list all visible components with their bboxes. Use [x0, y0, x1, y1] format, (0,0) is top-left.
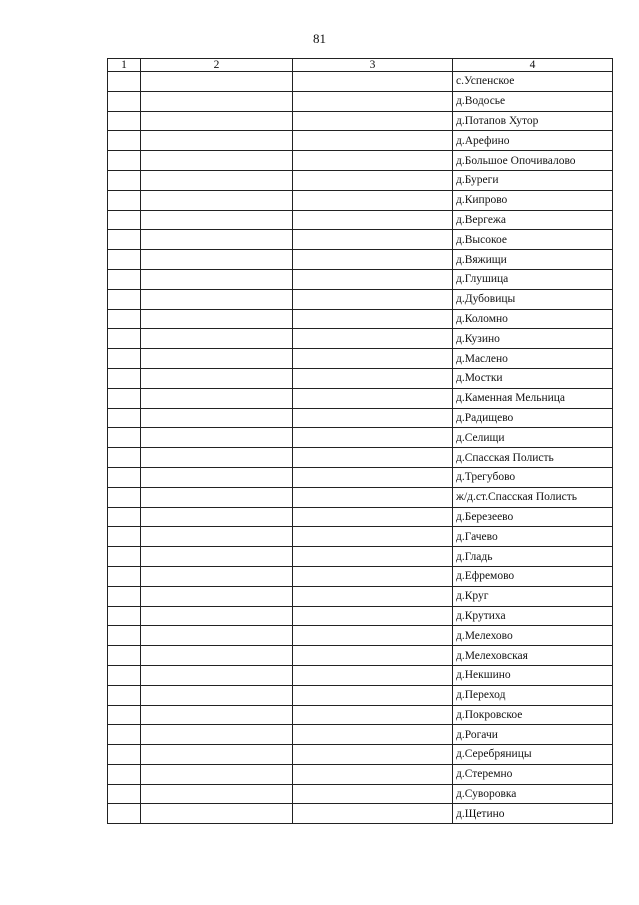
cell-c2 — [141, 745, 293, 765]
cell-c4: д.Гладь — [453, 547, 613, 567]
cell-c1 — [108, 745, 141, 765]
cell-c4: д.Рогачи — [453, 725, 613, 745]
cell-c2 — [141, 566, 293, 586]
cell-c2 — [141, 91, 293, 111]
cell-c2 — [141, 586, 293, 606]
cell-c1 — [108, 665, 141, 685]
cell-c3 — [293, 784, 453, 804]
cell-c1 — [108, 606, 141, 626]
cell-c4: д.Гачево — [453, 527, 613, 547]
cell-c2 — [141, 210, 293, 230]
cell-c3 — [293, 230, 453, 250]
cell-c1 — [108, 804, 141, 824]
cell-c4: д.Круг — [453, 586, 613, 606]
cell-c2 — [141, 725, 293, 745]
cell-c1 — [108, 210, 141, 230]
cell-c1 — [108, 250, 141, 270]
cell-c3 — [293, 685, 453, 705]
cell-c3 — [293, 507, 453, 527]
cell-c1 — [108, 289, 141, 309]
cell-c4: д.Мелеховская — [453, 646, 613, 666]
cell-c1 — [108, 626, 141, 646]
table-row — [108, 349, 613, 369]
cell-c3 — [293, 329, 453, 349]
cell-c4: д.Водосье — [453, 91, 613, 111]
table-row — [108, 586, 613, 606]
table-row — [108, 784, 613, 804]
cell-c3 — [293, 91, 453, 111]
table-row — [108, 210, 613, 230]
cell-c2 — [141, 329, 293, 349]
cell-c1 — [108, 764, 141, 784]
cell-c3 — [293, 626, 453, 646]
cell-c3 — [293, 309, 453, 329]
cell-c4: д.Арефино — [453, 131, 613, 151]
cell-c3 — [293, 764, 453, 784]
cell-c3 — [293, 190, 453, 210]
cell-c2 — [141, 269, 293, 289]
cell-c3 — [293, 269, 453, 289]
cell-c1 — [108, 151, 141, 171]
cell-c3 — [293, 725, 453, 745]
cell-c2 — [141, 764, 293, 784]
cell-c1 — [108, 586, 141, 606]
cell-c2 — [141, 151, 293, 171]
cell-c2 — [141, 190, 293, 210]
cell-c1 — [108, 368, 141, 388]
cell-c3 — [293, 428, 453, 448]
cell-c2 — [141, 111, 293, 131]
column-header-2: 2 — [141, 59, 293, 72]
cell-c4: д.Вергежа — [453, 210, 613, 230]
table-row — [108, 428, 613, 448]
table-row — [108, 547, 613, 567]
cell-c4: д.Мелехово — [453, 626, 613, 646]
cell-c3 — [293, 388, 453, 408]
cell-c3 — [293, 72, 453, 92]
cell-c1 — [108, 428, 141, 448]
cell-c4: д.Березеево — [453, 507, 613, 527]
cell-c1 — [108, 349, 141, 369]
cell-c1 — [108, 448, 141, 468]
table-row — [108, 269, 613, 289]
cell-c2 — [141, 784, 293, 804]
cell-c4: д.Дубовицы — [453, 289, 613, 309]
cell-c4: д.Суворовка — [453, 784, 613, 804]
cell-c4: д.Большое Опочивалово — [453, 151, 613, 171]
cell-c3 — [293, 250, 453, 270]
cell-c3 — [293, 111, 453, 131]
cell-c4: д.Крутиха — [453, 606, 613, 626]
cell-c1 — [108, 170, 141, 190]
cell-c1 — [108, 388, 141, 408]
cell-c4: д.Щетино — [453, 804, 613, 824]
cell-c4: д.Коломно — [453, 309, 613, 329]
cell-c4: д.Кипрово — [453, 190, 613, 210]
header-row — [108, 59, 613, 72]
cell-c3 — [293, 368, 453, 388]
cell-c3 — [293, 547, 453, 567]
cell-c3 — [293, 131, 453, 151]
cell-c1 — [108, 230, 141, 250]
cell-c1 — [108, 329, 141, 349]
table-row — [108, 665, 613, 685]
cell-c1 — [108, 131, 141, 151]
cell-c4: д.Некшино — [453, 665, 613, 685]
cell-c4: д.Кузино — [453, 329, 613, 349]
cell-c2 — [141, 646, 293, 666]
cell-c1 — [108, 408, 141, 428]
column-header-4: 4 — [453, 59, 613, 72]
cell-c2 — [141, 665, 293, 685]
cell-c3 — [293, 606, 453, 626]
table-row — [108, 487, 613, 507]
cell-c2 — [141, 289, 293, 309]
table-row — [108, 606, 613, 626]
cell-c2 — [141, 368, 293, 388]
cell-c2 — [141, 626, 293, 646]
cell-c4: д.Вяжищи — [453, 250, 613, 270]
cell-c4: д.Серебряницы — [453, 745, 613, 765]
cell-c4: д.Спасская Полисть — [453, 448, 613, 468]
table-row — [108, 190, 613, 210]
cell-c1 — [108, 487, 141, 507]
cell-c3 — [293, 665, 453, 685]
cell-c2 — [141, 448, 293, 468]
column-header-1: 1 — [108, 59, 141, 72]
cell-c3 — [293, 487, 453, 507]
table-row — [108, 764, 613, 784]
cell-c3 — [293, 586, 453, 606]
cell-c2 — [141, 547, 293, 567]
table-row — [108, 725, 613, 745]
table-row — [108, 705, 613, 725]
cell-c2 — [141, 309, 293, 329]
cell-c4: д.Глушица — [453, 269, 613, 289]
table-row — [108, 408, 613, 428]
cell-c3 — [293, 151, 453, 171]
cell-c2 — [141, 606, 293, 626]
cell-c2 — [141, 685, 293, 705]
cell-c2 — [141, 804, 293, 824]
cell-c4: д.Покровское — [453, 705, 613, 725]
cell-c4: д.Маслено — [453, 349, 613, 369]
table-row — [108, 646, 613, 666]
cell-c1 — [108, 685, 141, 705]
cell-c3 — [293, 705, 453, 725]
cell-c4: д.Потапов Хутор — [453, 111, 613, 131]
cell-c3 — [293, 210, 453, 230]
cell-c4: д.Каменная Мельница — [453, 388, 613, 408]
cell-c3 — [293, 408, 453, 428]
cell-c1 — [108, 309, 141, 329]
cell-c2 — [141, 408, 293, 428]
cell-c2 — [141, 705, 293, 725]
table-row — [108, 289, 613, 309]
cell-c1 — [108, 269, 141, 289]
cell-c3 — [293, 170, 453, 190]
cell-c2 — [141, 72, 293, 92]
settlements-table — [107, 58, 613, 824]
cell-c1 — [108, 646, 141, 666]
table-row — [108, 111, 613, 131]
cell-c1 — [108, 784, 141, 804]
cell-c4: с.Успенское — [453, 72, 613, 92]
cell-c2 — [141, 467, 293, 487]
table-row — [108, 527, 613, 547]
cell-c4: д.Радищево — [453, 408, 613, 428]
cell-c4: д.Переход — [453, 685, 613, 705]
table-row — [108, 448, 613, 468]
cell-c2 — [141, 230, 293, 250]
cell-c4: д.Высокое — [453, 230, 613, 250]
table-row — [108, 230, 613, 250]
cell-c1 — [108, 111, 141, 131]
table-row — [108, 626, 613, 646]
cell-c2 — [141, 131, 293, 151]
cell-c1 — [108, 467, 141, 487]
cell-c4: д.Буреги — [453, 170, 613, 190]
cell-c3 — [293, 745, 453, 765]
cell-c3 — [293, 467, 453, 487]
cell-c4: д.Мостки — [453, 368, 613, 388]
cell-c1 — [108, 547, 141, 567]
cell-c3 — [293, 566, 453, 586]
cell-c3 — [293, 804, 453, 824]
cell-c3 — [293, 448, 453, 468]
cell-c2 — [141, 388, 293, 408]
cell-c4: д.Селищи — [453, 428, 613, 448]
cell-c4: д.Трегубово — [453, 467, 613, 487]
cell-c3 — [293, 289, 453, 309]
cell-c1 — [108, 72, 141, 92]
table-row — [108, 72, 613, 92]
cell-c2 — [141, 170, 293, 190]
cell-c1 — [108, 190, 141, 210]
table-row — [108, 566, 613, 586]
cell-c3 — [293, 646, 453, 666]
table-row — [108, 91, 613, 111]
cell-c4: д.Ефремово — [453, 566, 613, 586]
cell-c1 — [108, 507, 141, 527]
cell-c2 — [141, 428, 293, 448]
cell-c1 — [108, 91, 141, 111]
cell-c3 — [293, 527, 453, 547]
cell-c1 — [108, 566, 141, 586]
table-row — [108, 368, 613, 388]
table-row — [108, 507, 613, 527]
cell-c4: ж/д.ст.Спасская Полисть — [453, 487, 613, 507]
table-row — [108, 388, 613, 408]
column-header-3: 3 — [293, 59, 453, 72]
cell-c4: д.Стеремно — [453, 764, 613, 784]
table-row — [108, 250, 613, 270]
table-row — [108, 745, 613, 765]
cell-c2 — [141, 507, 293, 527]
cell-c3 — [293, 349, 453, 369]
table-row — [108, 170, 613, 190]
page-number: 81 — [313, 31, 326, 46]
table-row — [108, 804, 613, 824]
cell-c2 — [141, 349, 293, 369]
table-row — [108, 131, 613, 151]
cell-c2 — [141, 487, 293, 507]
cell-c1 — [108, 527, 141, 547]
cell-c2 — [141, 250, 293, 270]
table-row — [108, 467, 613, 487]
cell-c1 — [108, 725, 141, 745]
table-row — [108, 685, 613, 705]
table-row — [108, 151, 613, 171]
table-row — [108, 309, 613, 329]
table-body — [108, 72, 613, 824]
cell-c2 — [141, 527, 293, 547]
cell-c1 — [108, 705, 141, 725]
table-row — [108, 329, 613, 349]
